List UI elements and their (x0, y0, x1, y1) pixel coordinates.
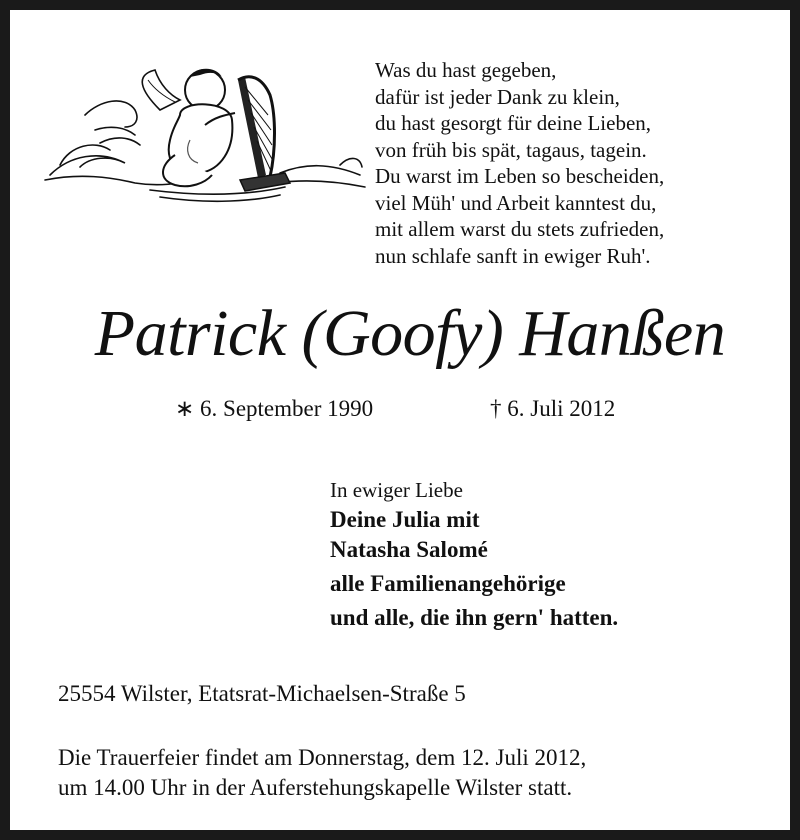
cherub-harp-icon (40, 55, 370, 205)
deceased-name: Patrick (Goofy) Hanßen (94, 297, 726, 370)
poem-line: du hast gesorgt für deine Lieben, (375, 111, 652, 135)
mourners-block (330, 475, 618, 633)
mourner-line: und alle, die ihn gern' hatten. (330, 605, 619, 630)
service-line: um 14.00 Uhr in der Auferstehungskapelle Wilster statt. (58, 775, 573, 800)
memorial-poem (375, 57, 664, 269)
death-date: † 6. Juli 2012 (490, 396, 616, 421)
poem-line: Du warst im Leben so bescheiden, (375, 164, 665, 188)
mourner-line: Natasha Salomé (330, 537, 488, 562)
family-address: 25554 Wilster, Etatsrat-Michaelsen-Straße 5 (58, 681, 466, 706)
mourner-line: alle Familienangehörige (330, 571, 566, 596)
poem-line: viel Müh' und Arbeit kanntest du, (375, 190, 657, 215)
poem-line: dafür ist jeder Dank zu klein, (375, 84, 620, 109)
poem-line: Was du hast gegeben, (375, 58, 557, 82)
poem-line: nun schlafe sanft in ewiger Ruh'. (375, 243, 651, 268)
birth-date: ∗ 6. September 1990 (175, 396, 374, 421)
poem-line: von früh bis spät, tagaus, tagein. (375, 137, 647, 162)
mourners-intro: In ewiger Liebe (330, 478, 463, 502)
service-line: Die Trauerfeier findet am Donnerstag, dem 12. Juli 2012, (58, 745, 587, 770)
funeral-service-notice (58, 743, 586, 803)
mourner-line: Deine Julia mit (330, 507, 480, 532)
poem-line: mit allem warst du stets zufrieden, (375, 217, 665, 241)
